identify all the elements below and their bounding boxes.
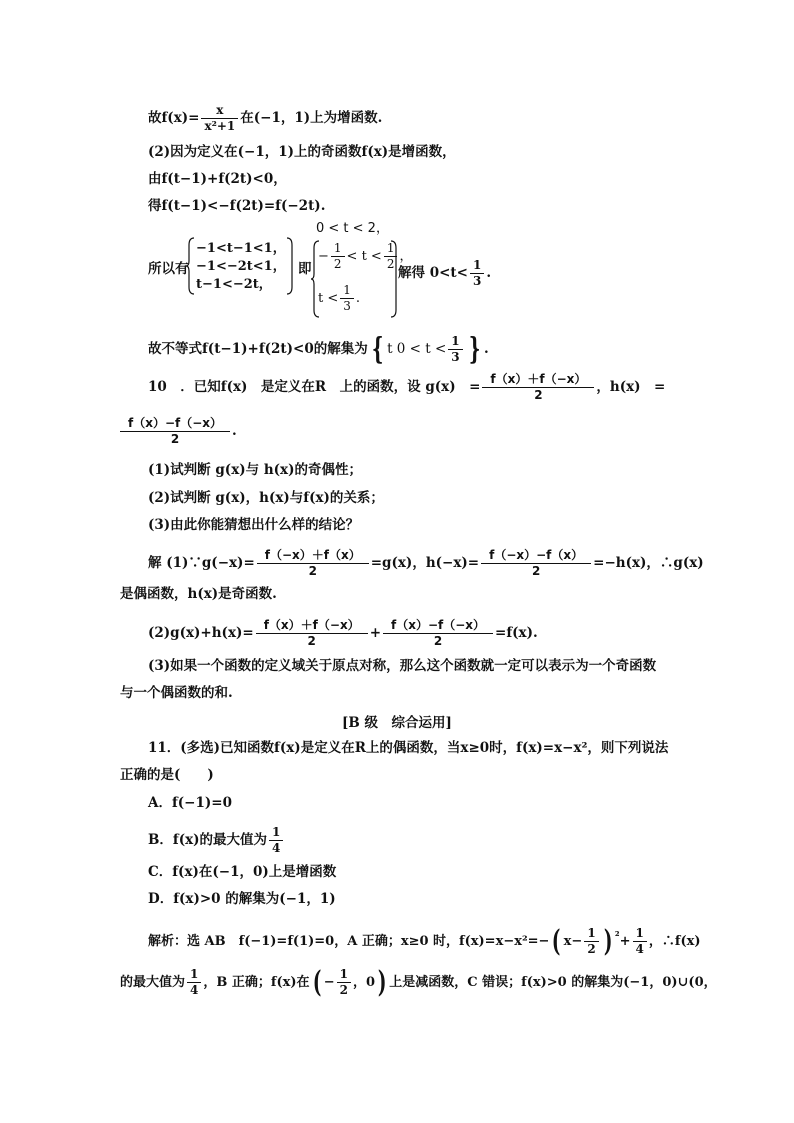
numerator: 1 (340, 283, 354, 299)
fraction (340, 283, 354, 314)
fraction (584, 926, 598, 957)
numerator: 1 (187, 967, 201, 983)
text: 故不等式f(t−1)+f(2t)<0的解集为 (148, 341, 368, 357)
system-suffix (398, 258, 491, 289)
section-header: [B 级 综合运用] (342, 715, 452, 731)
numerator: x (201, 103, 238, 119)
text: . (232, 423, 237, 439)
set-builder: t 0 < t < (387, 341, 447, 357)
paren-close: ) (377, 964, 387, 1000)
numerator: 1 (584, 926, 598, 942)
text: . (483, 341, 489, 357)
system-middle: 即 (298, 261, 312, 277)
question-10-part-3: (3)由此你能猜想出什么样的结论？ (148, 517, 360, 533)
numerator: 1 (337, 967, 351, 983)
text: < t < (346, 249, 382, 264)
text: =−h(x)，∴g(x) (593, 555, 704, 571)
numerator: f（x）−f（−x） (120, 416, 230, 432)
solution-set-line (148, 331, 489, 367)
option-a: A．f(−1)=0 (148, 795, 232, 811)
fraction (331, 241, 345, 272)
denominator: 4 (272, 841, 281, 855)
fraction (337, 967, 351, 998)
solution-2 (148, 618, 538, 649)
text: =f(x). (495, 625, 538, 641)
text: − (318, 249, 329, 264)
denominator: 2 (587, 942, 596, 956)
numerator: f（x）＋f（−x） (482, 372, 594, 388)
denominator: 4 (635, 942, 644, 956)
option-b (148, 825, 285, 856)
solution-3-line-2: 与一个偶函数的和. (120, 685, 233, 701)
numerator: f（−x）−f（x） (481, 548, 591, 564)
text: 在(−1，1)上为增函数. (240, 110, 383, 126)
denominator: 2 (307, 634, 316, 648)
question-10-cont (118, 416, 237, 447)
fraction (269, 825, 283, 856)
option-d: D．f(x)>0 的解集为(−1，1) (148, 891, 336, 907)
paragraph: (2)因为定义在(−1，1)上的奇函数f(x)是增函数， (148, 144, 456, 160)
text: 故f(x)= (148, 110, 200, 126)
numerator: 1 (633, 926, 647, 942)
text: (2)g(x)+h(x)= (148, 625, 254, 641)
denominator: 3 (451, 350, 460, 364)
text: =g(x)，h(−x)= (370, 555, 480, 571)
fraction (120, 416, 230, 447)
denominator: 2 (386, 257, 395, 271)
fraction (448, 334, 462, 365)
text: ，B 正确；f(x)在 (203, 975, 310, 990)
numerator: 1 (448, 334, 462, 350)
denominator: 3 (472, 274, 482, 288)
text: . (355, 291, 361, 306)
solution-1 (148, 548, 704, 579)
denominator: 2 (531, 564, 541, 578)
paren-close: ) (603, 923, 613, 959)
numerator: 1 (384, 241, 398, 257)
numerator: f（x）＋f（−x） (256, 618, 368, 634)
text: ，∴f(x) (648, 934, 701, 949)
system-1-line-1: −1<t−1<1， (196, 241, 286, 256)
paren-open: ( (312, 964, 321, 1000)
denominator: 2 (333, 257, 342, 271)
text: − (323, 975, 335, 990)
text: t < (318, 291, 339, 306)
text: B．f(x)的最大值为 (148, 832, 268, 848)
right-brace (286, 237, 296, 295)
system-2-line-3 (318, 283, 360, 314)
exponent: ² (614, 929, 620, 943)
question-11-line-2: 正确的是( ) (120, 767, 214, 783)
numerator: f（−x）＋f（x） (257, 548, 369, 564)
system-1-line-2: −1<−2t<1， (196, 259, 286, 274)
denominator: 3 (343, 299, 351, 313)
text: 解得 0<t< (398, 265, 468, 281)
paren-open: ( (552, 923, 561, 959)
denominator: 4 (190, 983, 199, 997)
solution-3-line-1: (3)如果一个函数的定义域关于原点对称，那么这个函数就一定可以表示为一个奇函数 (148, 658, 657, 674)
question-11-line-1: 11．(多选)已知函数f(x)是定义在R上的偶函数，当x≥0时，f(x)=x−x²，则下列说法 (148, 740, 669, 756)
denominator: x²+1 (204, 119, 236, 133)
text: + (369, 625, 381, 641)
paragraph: 得f(t−1)<−f(2t)=f(−2t). (148, 198, 326, 214)
system-2-line-1: 0 < t < 2， (316, 221, 389, 236)
text: x− (563, 934, 583, 949)
text: 解 (1)∵g(−x)= (148, 555, 255, 571)
system-1-line-3: t−1<−2t， (196, 277, 272, 292)
fraction (481, 548, 591, 579)
left-brace (185, 237, 195, 295)
fraction (482, 372, 594, 403)
brace-close: } (468, 331, 481, 367)
denominator: 2 (308, 564, 317, 578)
paragraph: 由f(t−1)+f(2t)<0， (148, 171, 287, 187)
numerator: 1 (331, 241, 345, 257)
conclusion-line (148, 103, 382, 134)
fraction (256, 618, 368, 649)
text: 10 ．已知f(x) 是定义在R 上的函数，设 g(x) = (148, 379, 481, 395)
denominator: 2 (339, 983, 349, 997)
fraction (633, 926, 647, 957)
denominator: 2 (433, 634, 443, 648)
option-c: C．f(x)在(−1，0)上是增函数 (148, 864, 337, 880)
text: 解析：选 AB f(−1)=f(1)=0，A 正确；x≥0 时，f(x)=x−x²=− (148, 934, 550, 949)
text: 的最大值为 (120, 975, 186, 990)
text: 上是减函数，C 错误；f(x)>0 的解集为(−1，0)∪(0， (389, 975, 717, 990)
denominator: 2 (170, 432, 180, 446)
question-10-part-2: (2)试判断 g(x)，h(x)与f(x)的关系； (148, 490, 384, 506)
fraction (257, 548, 369, 579)
question-10-part-1: (1)试判断 g(x)与 h(x)的奇偶性； (148, 462, 362, 478)
fraction (187, 967, 201, 998)
denominator: 2 (534, 388, 543, 402)
fraction (383, 618, 493, 649)
text: ，0 (353, 975, 376, 990)
text: ，h(x) = (596, 379, 666, 395)
text: + (619, 934, 631, 949)
solution-1-cont: 是偶函数，h(x)是奇函数. (120, 586, 277, 602)
numerator: 1 (470, 258, 484, 274)
text: . (486, 265, 492, 281)
system-prefix: 所以有 (148, 261, 189, 277)
text: ， (399, 249, 413, 264)
question-10 (148, 372, 665, 403)
fraction (201, 103, 238, 134)
analysis-line-1 (148, 923, 701, 959)
analysis-line-2 (120, 964, 717, 1000)
numerator: 1 (269, 825, 283, 841)
numerator: f（x）−f（−x） (383, 618, 493, 634)
brace-open: { (371, 331, 384, 367)
fraction (470, 258, 484, 289)
